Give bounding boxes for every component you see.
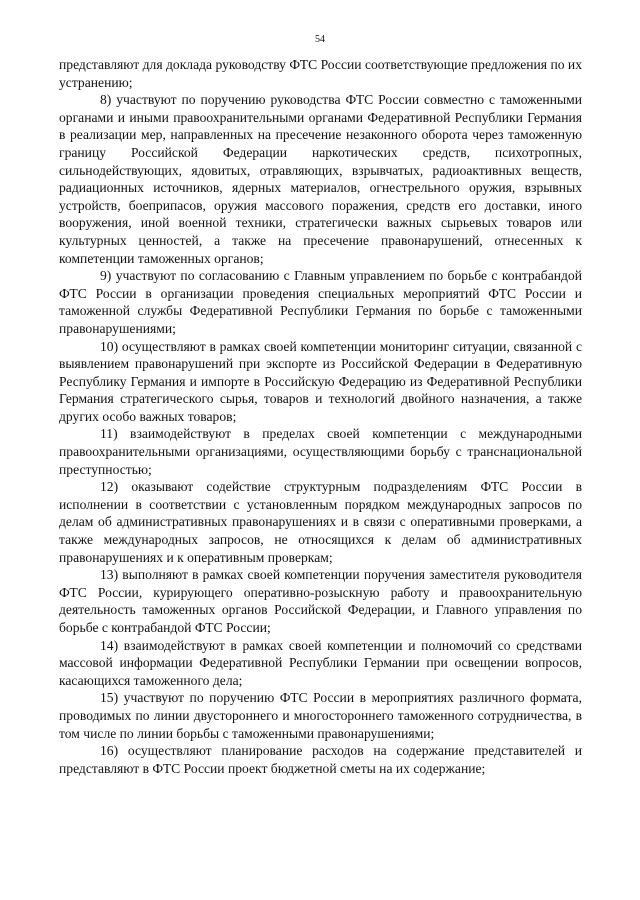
document-body	[59, 56, 582, 777]
paragraph-item-14: 14) взаимодействуют в рамках своей компетенции и полномочий со средствами массовой информации Федеративной Республики Германии при освещении вопросов, касающихся таможенного дела;	[59, 637, 582, 688]
paragraph-item-16: 16) осуществляют планирование расходов на содержание представителей и представляют в ФТС России проект бюджетной сметы на их содержание;	[59, 743, 582, 776]
paragraph-item-8: 8) участвуют по поручению руководства ФТС России совместно с таможенными органами и иными правоохранительными органами Федеративной Республики Германия в реализации мер, направленных на пресечение незаконного оборота через таможенную границу Российской Федерации наркотических средств, психотропных, сильнодействующих, ядовитых, отравляющих, взрывчатых, радиоактивных веществ, радиационных источников, ядерных материалов, огнестрельного оружия, взрывных устройств, боеприпасов, оружия массового поражения, средств его доставки, иного вооружения, иной военной техники, стратегически важных сырьевых товаров или культурных ценностей, а также на пресечение правонарушений, отнесенных к компетенции таможенных органов;	[59, 92, 582, 266]
page-number: 54	[315, 34, 325, 45]
paragraph-item-12: 12) оказывают содействие структурным подразделениям ФТС России в исполнении в соответствии с установленным порядком международных запросов по делам об административных правонарушениях и в связи с оперативными проверками, а также международных запросов, не относящихся к делам об административных правонарушениях и к оперативным проверкам;	[59, 479, 582, 565]
paragraph-item-13: 13) выполняют в рамках своей компетенции поручения заместителя руководителя ФТС России, курирующего оперативно-розыскную работу и правоохранительную деятельность таможенных органов Российской Федерации, и Главного управления по борьбе с контрабандой ФТС России;	[59, 567, 582, 635]
paragraph-item-11: 11) взаимодействуют в пределах своей компетенции с международными правоохранительными организациями, осуществляющими борьбу с транснациональной преступностью;	[59, 426, 582, 477]
paragraph-continuation: представляют для доклада руководству ФТС России соответствующие предложения по их устранению;	[59, 57, 582, 90]
paragraph-item-10: 10) осуществляют в рамках своей компетенции мониторинг ситуации, связанной с выявлением правонарушений при экспорте из Российской Федерации в Федеративную Республику Германия и импорте в Российскую Федерацию из Федеративной Республики Германия стратегического сырья, товаров и технологий двойного назначения, а также других особо важных товаров;	[59, 338, 582, 424]
paragraph-item-15: 15) участвуют по поручению ФТС России в мероприятиях различного формата, проводимых по линии двустороннего и многостороннего таможенного сотрудничества, в том числе по линии борьбы с таможенными правонарушениями;	[59, 690, 582, 741]
paragraph-item-9: 9) участвуют по согласованию с Главным управлением по борьбе с контрабандой ФТС России в организации проведения специальных мероприятий ФТС России и таможенной службы Федеративной Республики Германия по борьбе с таможенными правонарушениями;	[59, 268, 582, 336]
